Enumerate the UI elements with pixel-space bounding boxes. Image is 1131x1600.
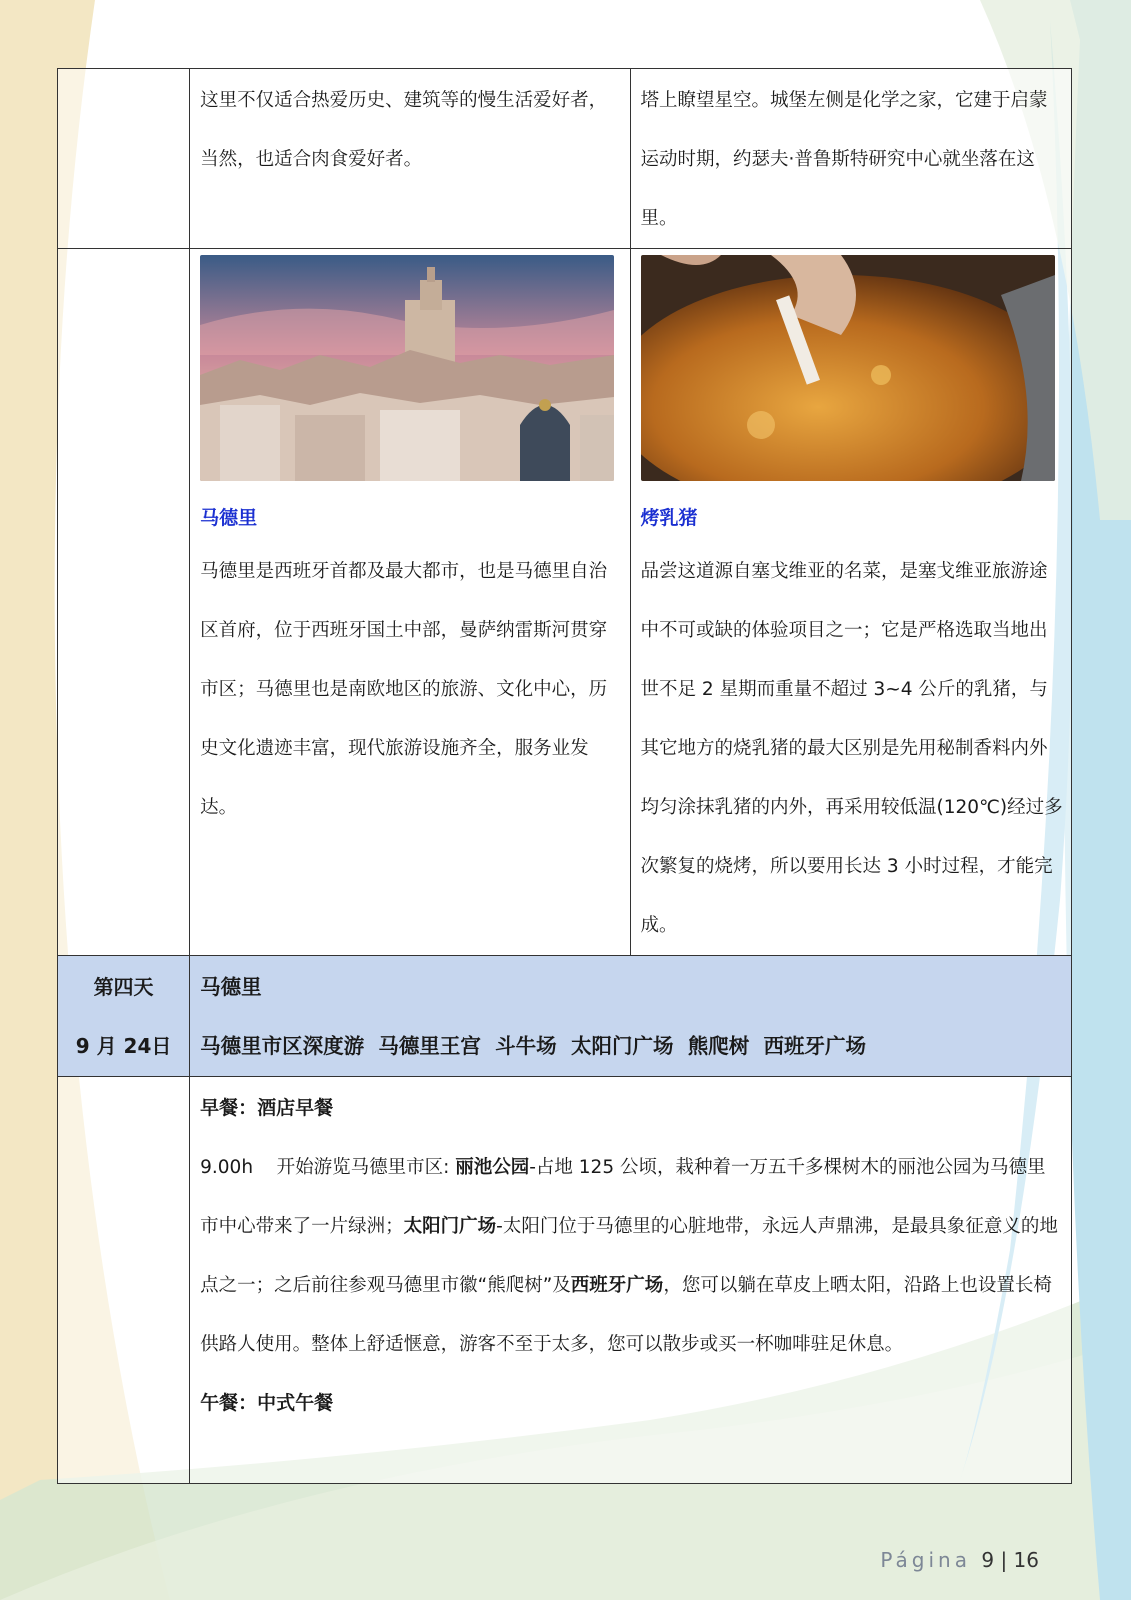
itinerary-text: -占地 125 公顷，栽种着一万五千多棵树木的丽池公园为马德里市中心带来了一片绿洲；: [200, 1157, 1046, 1237]
continued-left-text: 这里不仅适合热爱历史、建筑等的慢生活爱好者，当然，也适合肉食爱好者。: [200, 90, 608, 170]
empty-day-cell: [58, 249, 190, 956]
day-summary-cell: [190, 956, 1072, 1077]
roast-pig-title: 烤乳猪: [640, 507, 698, 529]
morning-itinerary-paragraph: [190, 1138, 1071, 1374]
continued-left-cell: [190, 69, 630, 249]
plaza-de-espana-name: 西班牙广场: [570, 1275, 664, 1296]
time-9am: 9.00h: [200, 1157, 254, 1178]
madrid-cell: [190, 249, 630, 956]
empty-day-cell: [58, 1077, 190, 1484]
day-detail-row: [58, 1077, 1072, 1484]
empty-day-cell: [58, 69, 190, 249]
itinerary-text: 开始游览马德里市区:: [276, 1157, 456, 1178]
continued-row: [58, 69, 1072, 249]
continued-right-text: 塔上瞭望星空。城堡左侧是化学之家，它建于启蒙运动时期，约瑟夫·普鲁斯特研究中心就坐落在这里。: [640, 90, 1048, 229]
page-number: 9 | 16: [981, 1548, 1039, 1572]
retiro-park-name: 丽池公园: [455, 1157, 530, 1178]
madrid-title: 马德里: [200, 507, 258, 529]
day-detail-cell: [190, 1077, 1072, 1484]
day-label-cell: [58, 956, 190, 1077]
puerta-del-sol-name: 太阳门广场: [403, 1216, 497, 1237]
itinerary-table: [57, 68, 1072, 1484]
day-label: 第四天: [93, 975, 154, 999]
roast-suckling-pig-photo: [641, 255, 1055, 481]
madrid-cityscape-photo: [200, 255, 614, 481]
itinerary-text: -太阳门位于马德里的心脏地带，永远人声鼎沸，是最具象征意义的地点之一；之后前往参观马德里市徽“熊爬树”及: [200, 1216, 1058, 1296]
continued-right-cell: [630, 69, 1071, 249]
page-label: Página: [880, 1548, 971, 1572]
day-date: 9 月 24日: [75, 1034, 172, 1058]
roast-pig-cell: [630, 249, 1071, 956]
page-footer: [880, 1548, 1039, 1572]
day-highlights: 马德里市区深度游 马德里王宫 斗牛场 太阳门广场 熊爬树 西班牙广场: [200, 1034, 866, 1058]
day-city: 马德里: [200, 975, 262, 999]
lunch-line: 午餐：中式午餐: [200, 1392, 334, 1414]
madrid-description: 马德里是西班牙首都及最大都市，也是马德里自治区首府，位于西班牙国土中部，曼萨纳雷斯河贯穿市区；马德里也是南欧地区的旅游、文化中心，历史文化遗迹丰富，现代旅游设施齐全，服务业发达。: [200, 561, 608, 818]
day-header-row: [58, 956, 1072, 1077]
breakfast-line: 早餐：酒店早餐: [200, 1097, 334, 1119]
image-row: [58, 249, 1072, 956]
roast-pig-description: 品尝这道源自塞戈维亚的名菜，是塞戈维亚旅游途中不可或缺的体验项目之一；它是严格选取当地出世不足 2 星期而重量不超过 3~4 公斤的乳猪，与其它地方的烧乳猪的最大区别是先用秘制香料内外均匀涂抹乳猪的内外，再采用较低温(120℃)经过多次繁复的烧烤，所以要用长达 3 小时过程，才能完成。: [640, 561, 1063, 936]
itinerary-text: ，您可以躺在草皮上晒太阳，沿路上也设置长椅供路人使用。整体上舒适惬意，游客不至于太多，您可以散步或买一杯咖啡驻足休息。: [200, 1275, 1052, 1355]
